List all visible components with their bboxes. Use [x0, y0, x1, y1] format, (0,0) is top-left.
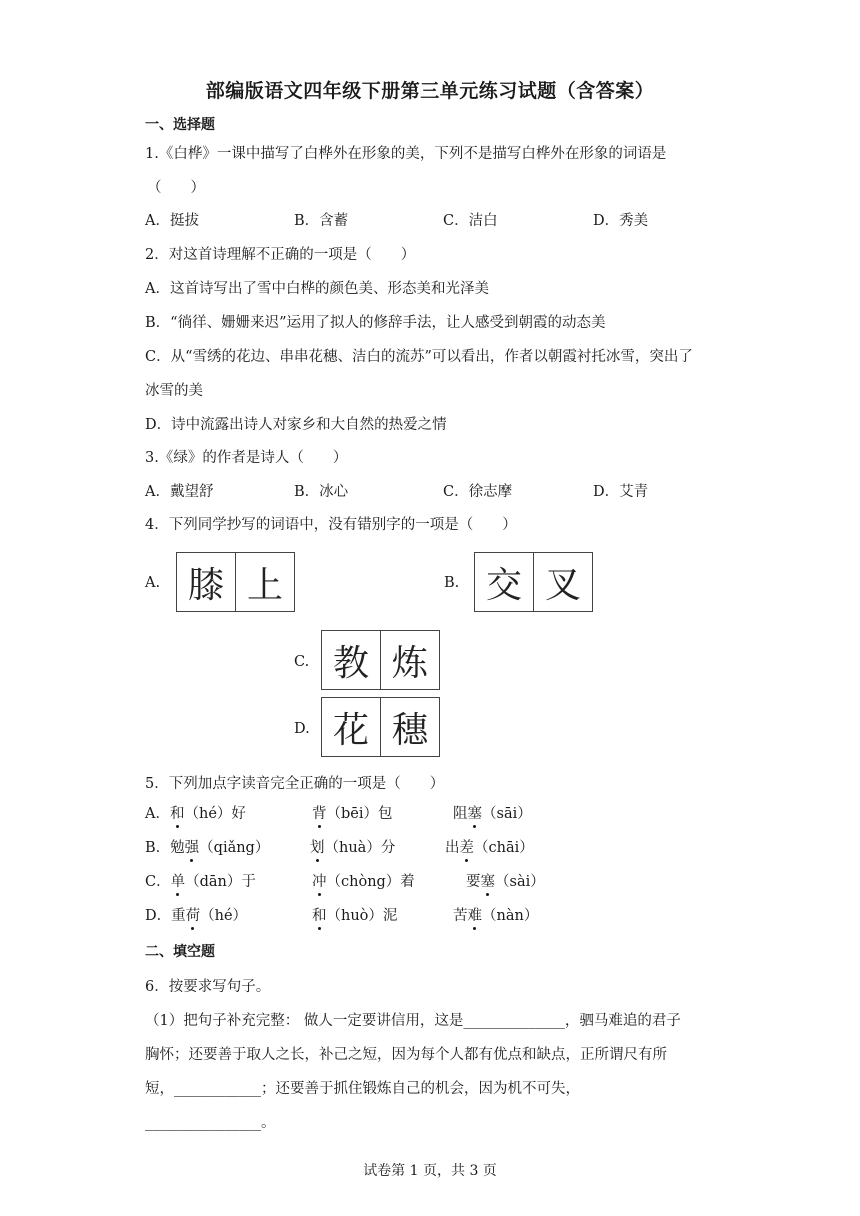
q5-row-c-item-2: 冲（chòng）着 — [312, 870, 415, 891]
q4-char: 教 — [332, 642, 369, 684]
q4-word-box-d — [321, 697, 440, 757]
section-heading-choice: 一、选择题 — [145, 117, 215, 133]
q6-line-2: 胸怀；还要善于取人之长，补己之短，因为每个人都有优点和缺点，正所谓尺有所 — [145, 1047, 667, 1063]
q2-option-c-cont: 冰雪的美 — [145, 383, 203, 399]
q4-char: 上 — [235, 553, 294, 611]
q4-char: 膝 — [187, 564, 224, 606]
q6-line-3: 短，____________；还要善于抓住锻炼自己的机会，因为机不可失， — [145, 1081, 580, 1097]
page-title: 部编版语文四年级下册第三单元练习试题（含答案） — [205, 80, 655, 102]
q2-option-b: B．“徜徉、姗姗来迟”运用了拟人的修辞手法，让人感受到朝霞的动态美 — [145, 315, 606, 331]
q1-option-d: D．秀美 — [593, 213, 649, 229]
q3-option-c: C．徐志摩 — [443, 484, 513, 500]
q4-label-b: B. — [444, 575, 460, 591]
q4-label-a: A. — [145, 575, 161, 591]
question-1-paren: （ ） — [147, 180, 205, 196]
q5-row-d-item-2: 和（huò）泥 — [312, 904, 397, 925]
question-5-stem: 5．下列加点字读音完全正确的一项是（ ） — [145, 776, 445, 792]
q4-word-box-a — [176, 552, 295, 612]
q4-char: 花 — [332, 709, 369, 751]
q5-row-a-item-2: 背（bēi）包 — [312, 802, 393, 823]
q6-line-1: （1）把句子补充完整： 做人一定要讲信用，这是______________，驷马难追的君子 — [145, 1013, 681, 1029]
q4-label-c: C. — [294, 654, 310, 670]
question-4-stem: 4．下列同学抄写的词语中，没有错别字的一项是（ ） — [145, 517, 517, 533]
q1-option-b: B．含蓄 — [294, 213, 349, 229]
q5-row-c-item-3: 要塞（sài） — [466, 870, 545, 891]
q3-option-a: A．戴望舒 — [145, 484, 214, 500]
question-1-stem: 1.《白桦》一课中描写了白桦外在形象的美，下列不是描写白桦外在形象的词语是 — [145, 146, 667, 162]
q5-row-c: C．单（dān）于 — [145, 870, 256, 891]
q1-option-a: A．挺拔 — [145, 213, 199, 229]
page-footer: 试卷第 1 页，共 3 页 — [363, 1163, 497, 1179]
q1-option-c: C．洁白 — [443, 213, 498, 229]
q4-char: 交 — [485, 564, 522, 606]
q2-option-d: D．诗中流露出诗人对家乡和大自然的热爱之情 — [145, 417, 447, 433]
question-2-stem: 2．对这首诗理解不正确的一项是（ ） — [145, 247, 416, 263]
q4-char: 穗 — [380, 698, 439, 756]
q5-row-b: B．勉强（qiǎng） — [145, 836, 269, 857]
q2-option-a: A．这首诗写出了雪中白桦的颜色美、形态美和光泽美 — [145, 281, 489, 297]
q5-row-a-item-3: 阻塞（sāi） — [453, 802, 532, 823]
q4-word-box-c — [321, 630, 440, 690]
q3-option-d: D．艾青 — [593, 484, 649, 500]
q2-option-c: C．从“雪绣的花边、串串花穗、洁白的流苏”可以看出，作者以朝霞衬托冰雪，突出了 — [145, 349, 693, 365]
question-6-stem: 6．按要求写句子。 — [145, 979, 271, 995]
q4-char: 炼 — [380, 631, 439, 689]
section-heading-fill: 二、填空题 — [145, 944, 215, 960]
q3-option-b: B．冰心 — [294, 484, 349, 500]
q4-char: 叉 — [533, 553, 592, 611]
q5-row-d-item-3: 苦难（nàn） — [453, 904, 538, 925]
q6-line-4: ________________。 — [145, 1115, 276, 1131]
q5-row-b-item-3: 出差（chāi） — [445, 836, 534, 857]
q4-label-d: D. — [294, 721, 310, 737]
q5-row-d: D．重荷（hé） — [145, 904, 247, 925]
question-3-stem: 3.《绿》的作者是诗人（ ） — [145, 450, 348, 466]
q5-row-b-item-2: 划（huà）分 — [310, 836, 395, 857]
q5-row-a: A．和（hé）好 — [145, 802, 246, 823]
q4-word-box-b — [474, 552, 593, 612]
